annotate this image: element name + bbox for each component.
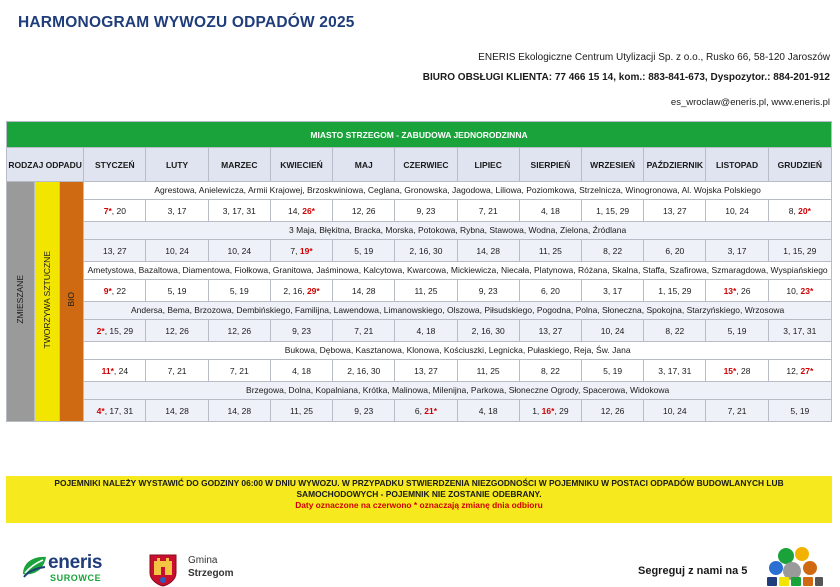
pickup-dates-maj — [333, 360, 395, 382]
pickup-dates-listopad — [706, 240, 768, 262]
waste-type-mixed-label: ZMIESZANE — [15, 275, 26, 324]
table-title: MIASTO STRZEGOM - ZABUDOWA JEDNORODZINNA — [7, 122, 832, 148]
date-text: 14, 28 — [351, 285, 376, 296]
date-text: 5, 19 — [167, 285, 187, 296]
month-header-lipiec: LIPIEC — [457, 148, 519, 182]
pickup-dates-row — [7, 280, 832, 302]
pickup-dates-maj — [333, 280, 395, 302]
waste-type-plastic — [35, 182, 60, 422]
pickup-dates-grudzien — [768, 200, 831, 222]
date-text: 4, 18 — [292, 365, 311, 376]
date-text: 12, 26 — [227, 325, 252, 336]
email-web-links[interactable]: es_wroclaw@eneris.pl, www.eneris.pl — [670, 97, 830, 108]
date-text: 11, 25 — [290, 405, 314, 416]
date-text: 12, 26 — [600, 405, 625, 416]
pickup-dates-wrzesien — [582, 200, 644, 222]
pickup-dates-pazdziernik — [644, 280, 706, 302]
pickup-dates-kwiecien — [270, 200, 332, 222]
date-text: 9, 23 — [478, 285, 498, 296]
date-text: 8, — [788, 205, 799, 216]
pickup-dates-listopad — [706, 200, 768, 222]
slogan-text: Segreguj z nami na 5 — [638, 565, 748, 577]
changed-date: 16* — [541, 405, 555, 416]
changed-date: 13* — [723, 285, 737, 296]
street-group-row — [7, 342, 832, 360]
date-text: 13, 27 — [538, 325, 563, 336]
month-header-czerwiec: CZERWIEC — [395, 148, 457, 182]
waste-type-header: RODZAJ ODPADU — [7, 148, 84, 182]
changed-date: 26* — [302, 205, 315, 216]
date-text: 8, 22 — [540, 365, 560, 376]
date-text: 4, 18 — [478, 405, 498, 416]
month-header-kwiecien: KWIECIEŃ — [270, 148, 332, 182]
date-text: 5, 19 — [603, 365, 623, 376]
eneris-leaf-icon — [20, 554, 48, 580]
date-text: 2, 16, — [283, 285, 307, 296]
date-text: 10, — [786, 285, 801, 296]
pickup-dates-row — [7, 240, 832, 262]
recycling-bins-icon — [762, 544, 824, 586]
eneris-sub-wordmark: SUROWCE — [50, 573, 102, 583]
pickup-dates-czerwiec — [395, 200, 457, 222]
pickup-dates-sierpien — [519, 400, 581, 422]
date-text: 2, 16, 30 — [471, 325, 505, 336]
pickup-dates-sierpien — [519, 240, 581, 262]
pickup-dates-grudzien — [768, 280, 831, 302]
date-text: , 29 — [554, 405, 569, 416]
date-text: 12, — [786, 365, 801, 376]
pickup-dates-marzec — [208, 280, 270, 302]
date-text: 10, 24 — [600, 325, 625, 336]
changed-date: 2* — [96, 325, 105, 336]
pickup-dates-maj — [333, 400, 395, 422]
date-text: 13, 27 — [414, 365, 438, 376]
date-text: 14, 28 — [476, 245, 500, 256]
pickup-dates-lipiec — [457, 320, 519, 342]
date-text: 11, 25 — [476, 365, 500, 376]
changed-date: 11* — [101, 365, 114, 376]
date-text: 5, 19 — [727, 325, 747, 336]
pickup-dates-wrzesien — [582, 320, 644, 342]
pickup-dates-wrzesien — [582, 360, 644, 382]
pickup-dates-marzec — [208, 200, 270, 222]
schedule-table — [6, 121, 832, 422]
date-text: , 17, 31 — [104, 405, 134, 416]
changed-date: 7* — [103, 205, 112, 216]
date-text: 5, 19 — [229, 285, 249, 296]
date-text: 8, 22 — [603, 245, 623, 256]
pickup-dates-marzec — [208, 320, 270, 342]
changed-date: 27* — [800, 365, 814, 376]
date-text: 9, 23 — [354, 405, 374, 416]
month-header-listopad: LISTOPAD — [706, 148, 768, 182]
eneris-logo — [20, 552, 130, 586]
pickup-dates-lipiec — [457, 280, 519, 302]
date-text: 13, 27 — [103, 245, 127, 256]
pickup-dates-lipiec — [457, 360, 519, 382]
month-header-marzec: MARZEC — [208, 148, 270, 182]
date-text: 1, — [532, 405, 542, 416]
pickup-dates-luty — [146, 240, 208, 262]
street-group-row — [7, 222, 832, 240]
date-text: 10, 24 — [227, 245, 252, 256]
street-group-row — [7, 382, 832, 400]
pickup-dates-styczen — [84, 200, 146, 222]
pickup-dates-luty — [146, 200, 208, 222]
date-text: 6, 20 — [665, 245, 685, 256]
footer-line-1: POJEMNIKI NALEŻY WYSTAWIĆ DO GODZINY 06:00 W DNIU WYWOZU. W PRZYPADKU STWIERDZENIA NIEZGODNOŚCI W POJEMNIKU W POSTACI ODPADÓW BUDOWLANYCH LUB — [54, 478, 784, 488]
footer-red-note: Daty oznaczone na czerwono * oznaczają zmianę dnia odbioru — [295, 500, 543, 510]
date-text: 7, 21 — [727, 405, 747, 416]
pickup-dates-lipiec — [457, 240, 519, 262]
pickup-dates-wrzesien — [582, 400, 644, 422]
pickup-dates-listopad — [706, 320, 768, 342]
month-header-grudzien: GRUDZIEŃ — [768, 148, 831, 182]
waste-type-bio — [60, 182, 84, 422]
eneris-wordmark: eneris — [48, 552, 103, 573]
date-text: 10, 24 — [725, 205, 749, 216]
pickup-dates-row — [7, 400, 832, 422]
strzegom-crest-icon — [148, 553, 178, 587]
street-group-row — [7, 182, 832, 200]
date-text: 7, 21 — [167, 365, 187, 376]
changed-date: 19* — [299, 245, 313, 256]
pickup-dates-czerwiec — [395, 320, 457, 342]
pickup-dates-styczen — [84, 320, 146, 342]
date-text: 2, 16, 30 — [347, 365, 381, 376]
pickup-dates-czerwiec — [395, 240, 457, 262]
changed-date: 9* — [103, 285, 112, 296]
changed-date: 21* — [424, 405, 438, 416]
pickup-dates-luty — [146, 400, 208, 422]
pickup-dates-grudzien — [768, 400, 831, 422]
pickup-dates-kwiecien — [270, 360, 332, 382]
pickup-dates-kwiecien — [270, 240, 332, 262]
date-text: 3, 17 — [727, 245, 747, 256]
pickup-dates-row — [7, 360, 832, 382]
date-text: , 26 — [736, 285, 751, 296]
pickup-dates-wrzesien — [582, 280, 644, 302]
street-list: Agrestowa, Anielewicza, Armii Krajowej, Brzoskwiniowa, Ceglana, Gronowska, Jagodowa, Liliowa, Poziomkowa, Strzelnicza, Winogronowa, Al. Wojska Polskiego — [84, 182, 832, 200]
street-list: Andersa, Bema, Brzozowa, Dembińskiego, Familijna, Lawendowa, Limanowskiego, Olszowa, Piłsudskiego, Pogodna, Polna, Słoneczna, Spokojna, Starzyńskiego, Wrzosowa — [84, 302, 832, 320]
street-list: Brzegowa, Dolna, Kopalniana, Krótka, Malinowa, Milenijna, Parkowa, Słoneczne Ogrody, Spacerowa, Widokowa — [84, 382, 832, 400]
date-text: 10, 24 — [663, 405, 687, 416]
gmina-label: Gmina — [188, 555, 218, 566]
date-text: 3, 17 — [167, 205, 187, 216]
date-text: 13, 27 — [663, 205, 687, 216]
date-text: 7, — [290, 245, 300, 256]
date-text: 9, 23 — [416, 205, 436, 216]
pickup-dates-sierpien — [519, 200, 581, 222]
pickup-dates-luty — [146, 280, 208, 302]
pickup-dates-luty — [146, 320, 208, 342]
pickup-dates-row — [7, 200, 832, 222]
footer-notice — [6, 476, 832, 523]
date-text: 3, 17, 31 — [658, 365, 692, 376]
pickup-dates-kwiecien — [270, 280, 332, 302]
date-text: 14, — [288, 205, 303, 216]
month-header-sierpien: SIERPIEŃ — [519, 148, 581, 182]
changed-date: 29* — [306, 285, 320, 296]
pickup-dates-czerwiec — [395, 400, 457, 422]
date-text: 11, 25 — [414, 285, 438, 296]
date-text: 14, 28 — [227, 405, 252, 416]
date-text: 2, 16, 30 — [409, 245, 443, 256]
pickup-dates-styczen — [84, 400, 146, 422]
page-title: HARMONOGRAM WYWOZU ODPADÓW 2025 — [18, 14, 355, 31]
pickup-dates-listopad — [706, 400, 768, 422]
pickup-dates-marzec — [208, 360, 270, 382]
pickup-dates-maj — [333, 320, 395, 342]
footer-line-2: SAMOCHODOWYCH - POJEMNIK NIE ZOSTANIE ODEBRANY. — [296, 489, 542, 499]
date-text: , 15, 29 — [104, 325, 134, 336]
date-text: 11, 25 — [538, 245, 562, 256]
pickup-dates-row — [7, 320, 832, 342]
street-group-row — [7, 262, 832, 280]
month-header-styczen: STYCZEŃ — [84, 148, 146, 182]
month-header-pazdziernik: PAŹDZIERNIK — [644, 148, 706, 182]
month-header-wrzesien: WRZESIEŃ — [582, 148, 644, 182]
date-text: 1, 15, 29 — [596, 205, 630, 216]
pickup-dates-pazdziernik — [644, 360, 706, 382]
street-group-row — [7, 302, 832, 320]
date-text: , 22 — [111, 285, 126, 296]
waste-type-plastic-label: TWORZYWA SZTUCZNE — [41, 250, 52, 349]
date-text: 3, 17, 31 — [783, 325, 817, 336]
pickup-dates-lipiec — [457, 200, 519, 222]
date-text: 9, 23 — [292, 325, 311, 336]
company-address: ENERIS Ekologiczne Centrum Utylizacji Sp. z o.o., Rusko 66, 58-120 Jaroszów — [478, 52, 830, 63]
pickup-dates-grudzien — [768, 240, 831, 262]
pickup-dates-styczen — [84, 240, 146, 262]
pickup-dates-grudzien — [768, 320, 831, 342]
date-text: , 20 — [111, 205, 126, 216]
pickup-dates-czerwiec — [395, 360, 457, 382]
pickup-dates-maj — [333, 200, 395, 222]
pickup-dates-maj — [333, 240, 395, 262]
date-text: 5, 19 — [790, 405, 810, 416]
date-text: 8, 22 — [665, 325, 685, 336]
date-text: 14, 28 — [165, 405, 189, 416]
date-text: , 24 — [113, 365, 129, 376]
pickup-dates-styczen — [84, 360, 146, 382]
date-text: 7, 21 — [354, 325, 374, 336]
month-header-luty: LUTY — [146, 148, 208, 182]
date-text: 4, 18 — [540, 205, 560, 216]
street-list: Ametystowa, Bazaltowa, Diamentowa, Fiołkowa, Granitowa, Jaśminowa, Kalcytowa, Kwarcowa, Mickiewicza, Niecała, Platynowa, Różana, Skalna, Staffa, Szafirowa, Szmaragdowa, Wyspiańskiego — [84, 262, 832, 280]
changed-date: 4* — [96, 405, 105, 416]
pickup-dates-grudzien — [768, 360, 831, 382]
date-text: 7, 21 — [229, 365, 249, 376]
changed-date: 20* — [798, 205, 811, 216]
pickup-dates-pazdziernik — [644, 320, 706, 342]
month-header-maj: MAJ — [333, 148, 395, 182]
date-text: 4, 18 — [416, 325, 436, 336]
date-text: 3, 17, 31 — [222, 205, 256, 216]
pickup-dates-pazdziernik — [644, 240, 706, 262]
pickup-dates-listopad — [706, 360, 768, 382]
pickup-dates-sierpien — [519, 320, 581, 342]
pickup-dates-marzec — [208, 400, 270, 422]
date-text: 6, 20 — [540, 285, 560, 296]
pickup-dates-styczen — [84, 280, 146, 302]
pickup-dates-lipiec — [457, 400, 519, 422]
customer-service-contact: BIURO OBSŁUGI KLIENTA: 77 466 15 14, kom.: 883-841-673, Dyspozytor.: 884-201-912 — [422, 72, 830, 83]
pickup-dates-wrzesien — [582, 240, 644, 262]
street-list: 3 Maja, Błękitna, Bracka, Morska, Potokowa, Rybna, Stawowa, Wodna, Zielona, Źródlana — [84, 222, 832, 240]
date-text: 12, 26 — [351, 205, 376, 216]
gmina-logo-text — [188, 554, 234, 580]
pickup-dates-kwiecien — [270, 400, 332, 422]
street-list: Bukowa, Dębowa, Kasztanowa, Klonowa, Kościuszki, Legnicka, Pułaskiego, Reja, Św. Jana — [84, 342, 832, 360]
date-text: 12, 26 — [165, 325, 189, 336]
date-text: 5, 19 — [354, 245, 374, 256]
pickup-dates-luty — [146, 360, 208, 382]
waste-type-bio-label: BIO — [66, 292, 77, 307]
changed-date: 15* — [723, 365, 737, 376]
pickup-dates-listopad — [706, 280, 768, 302]
date-text: 6, — [414, 405, 425, 416]
date-text: , 28 — [736, 365, 751, 376]
pickup-dates-pazdziernik — [644, 400, 706, 422]
date-text: 10, 24 — [165, 245, 189, 256]
changed-date: 23* — [800, 285, 814, 296]
pickup-dates-kwiecien — [270, 320, 332, 342]
pickup-dates-sierpien — [519, 360, 581, 382]
date-text: 1, 15, 29 — [658, 285, 692, 296]
pickup-dates-sierpien — [519, 280, 581, 302]
date-text: 1, 15, 29 — [783, 245, 817, 256]
pickup-dates-pazdziernik — [644, 200, 706, 222]
gmina-name: Strzegom — [188, 568, 234, 579]
date-text: 7, 21 — [478, 205, 498, 216]
date-text: 3, 17 — [603, 285, 623, 296]
waste-type-mixed — [7, 182, 35, 422]
pickup-dates-marzec — [208, 240, 270, 262]
pickup-dates-czerwiec — [395, 280, 457, 302]
